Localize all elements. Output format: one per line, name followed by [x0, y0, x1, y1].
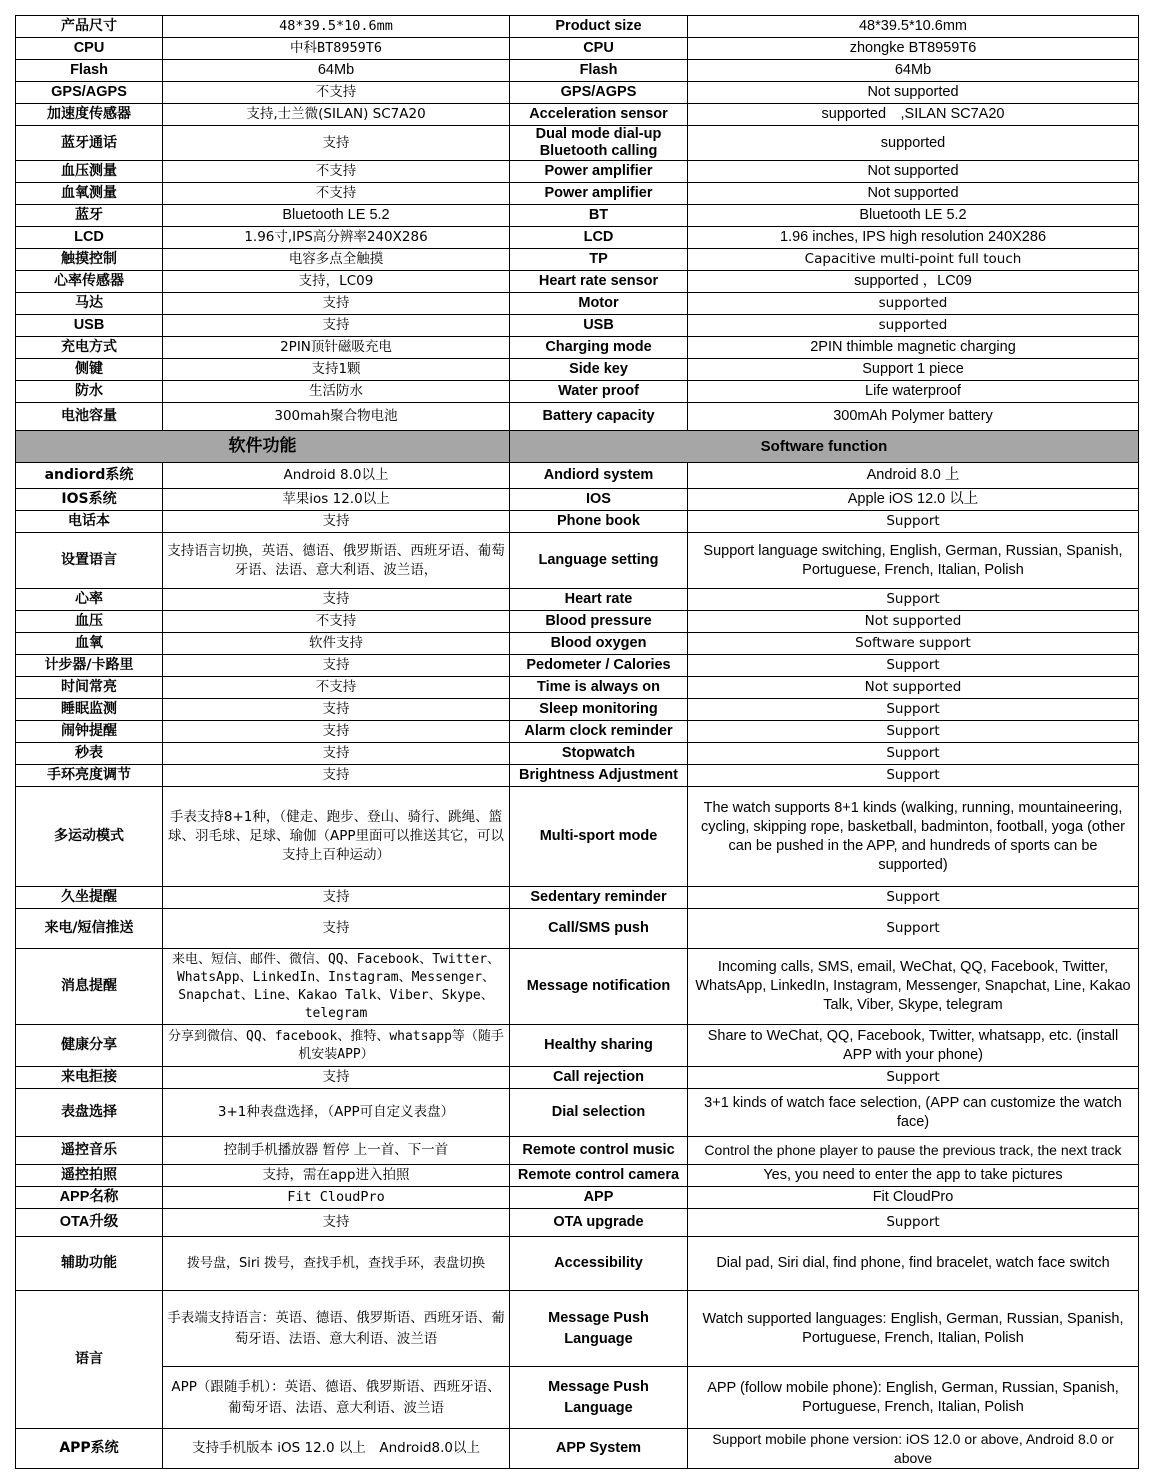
en-value: Not supported	[688, 183, 1139, 205]
en-value: Support	[688, 1067, 1139, 1089]
en-value: Not supported	[688, 611, 1139, 633]
en-value: Support	[688, 511, 1139, 533]
spec-row	[16, 721, 1139, 743]
en-value: Not supported	[688, 82, 1139, 104]
zh-value: 中科BT8959T6	[163, 38, 510, 60]
zh-label: 血氧测量	[16, 183, 163, 205]
en-label: Multi-sport mode	[510, 787, 688, 887]
spec-row	[16, 949, 1139, 1025]
spec-row	[16, 82, 1139, 104]
en-label: Dial selection	[510, 1089, 688, 1137]
zh-value: 支持	[163, 909, 510, 949]
en-label: Dual mode dial-up Bluetooth calling	[510, 126, 688, 161]
en-label: Stopwatch	[510, 743, 688, 765]
zh-value: 不支持	[163, 82, 510, 104]
en-label: Brightness Adjustment	[510, 765, 688, 787]
en-label: TP	[510, 249, 688, 271]
zh-value: 支持，LC09	[163, 271, 510, 293]
zh-label: 充电方式	[16, 337, 163, 359]
spec-row	[16, 1187, 1139, 1209]
zh-label: 电话本	[16, 511, 163, 533]
spec-row	[16, 743, 1139, 765]
spec-row	[16, 1367, 1139, 1429]
en-label: Message Push Language	[510, 1291, 688, 1367]
en-label: Phone book	[510, 511, 688, 533]
zh-value: 300mah聚合物电池	[163, 403, 510, 431]
spec-row	[16, 293, 1139, 315]
zh-value: 支持	[163, 511, 510, 533]
en-value: 3+1 kinds of watch face selection, (APP can customize the watch face)	[688, 1089, 1139, 1137]
en-value: APP (follow mobile phone): English, German, Russian, Spanish, Portuguese, French, Italian, Polish	[688, 1367, 1139, 1429]
zh-value: 支持	[163, 743, 510, 765]
en-label: Motor	[510, 293, 688, 315]
zh-label: 遥控音乐	[16, 1137, 163, 1165]
en-value: Watch supported languages: English, German, Russian, Spanish, Portuguese, French, Italian, Polish	[688, 1291, 1139, 1367]
spec-row	[16, 403, 1139, 431]
zh-value: Android 8.0以上	[163, 463, 510, 489]
zh-label: 消息提醒	[16, 949, 163, 1025]
section-title-zh: 软件功能	[16, 431, 510, 463]
en-label: Power amplifier	[510, 161, 688, 183]
zh-label: 触摸控制	[16, 249, 163, 271]
en-label: Call/SMS push	[510, 909, 688, 949]
spec-row	[16, 271, 1139, 293]
zh-value: 分享到微信、QQ、facebook、推特、whatsapp等（随手机安装APP）	[163, 1025, 510, 1067]
en-value: Control the phone player to pause the previous track, the next track	[688, 1137, 1139, 1165]
zh-value: Bluetooth LE 5.2	[163, 205, 510, 227]
zh-value: 支持	[163, 293, 510, 315]
zh-value: Fit CloudPro	[163, 1187, 510, 1209]
en-label: Power amplifier	[510, 183, 688, 205]
en-value: Life waterproof	[688, 381, 1139, 403]
zh-value: 不支持	[163, 677, 510, 699]
zh-value: 手表支持8+1种，（健走、跑步、登山、骑行、跳绳、篮球、羽毛球、足球、瑜伽（APP里面可以推送其它，可以支持上百种运动）	[163, 787, 510, 887]
spec-row	[16, 1089, 1139, 1137]
en-value: Share to WeChat, QQ, Facebook, Twitter, whatsapp, etc. (install APP with your phone)	[688, 1025, 1139, 1067]
en-label: Acceleration sensor	[510, 104, 688, 126]
spec-row	[16, 489, 1139, 511]
zh-label: 辅助功能	[16, 1237, 163, 1291]
en-label: BT	[510, 205, 688, 227]
zh-label: GPS/AGPS	[16, 82, 163, 104]
zh-label: 闹钟提醒	[16, 721, 163, 743]
en-label: USB	[510, 315, 688, 337]
en-value: supported ，LC09	[688, 271, 1139, 293]
zh-label: 心率	[16, 589, 163, 611]
zh-label: 时间常亮	[16, 677, 163, 699]
spec-row	[16, 1067, 1139, 1089]
en-value: Not supported	[688, 161, 1139, 183]
en-value: 1.96 inches, IPS high resolution 240X286	[688, 227, 1139, 249]
en-label: CPU	[510, 38, 688, 60]
zh-label: APP名称	[16, 1187, 163, 1209]
en-label: Message notification	[510, 949, 688, 1025]
en-label: Call rejection	[510, 1067, 688, 1089]
en-value: Support	[688, 589, 1139, 611]
zh-label: 蓝牙通话	[16, 126, 163, 161]
zh-label: 设置语言	[16, 533, 163, 589]
en-label: Heart rate	[510, 589, 688, 611]
spec-row	[16, 60, 1139, 82]
spec-row	[16, 337, 1139, 359]
en-label: Blood pressure	[510, 611, 688, 633]
en-value: 48*39.5*10.6mm	[688, 16, 1139, 38]
en-value: Support	[688, 909, 1139, 949]
zh-label: 健康分享	[16, 1025, 163, 1067]
zh-label: 血压	[16, 611, 163, 633]
en-label: APP System	[510, 1429, 688, 1469]
en-label: Water proof	[510, 381, 688, 403]
en-value: Support mobile phone version: iOS 12.0 or above, Android 8.0 or above	[688, 1429, 1139, 1469]
spec-row	[16, 463, 1139, 489]
spec-row	[16, 765, 1139, 787]
en-value: supported ,SILAN SC7A20	[688, 104, 1139, 126]
spec-row	[16, 249, 1139, 271]
en-label: Accessibility	[510, 1237, 688, 1291]
zh-value: 支持1颗	[163, 359, 510, 381]
spec-row	[16, 787, 1139, 887]
en-label: Side key	[510, 359, 688, 381]
spec-row	[16, 183, 1139, 205]
zh-label: 久坐提醒	[16, 887, 163, 909]
zh-value: 48*39.5*10.6mm	[163, 16, 510, 38]
spec-row	[16, 1165, 1139, 1187]
spec-row	[16, 1137, 1139, 1165]
spec-row	[16, 1025, 1139, 1067]
en-value: supported	[688, 293, 1139, 315]
zh-label: LCD	[16, 227, 163, 249]
zh-value: 支持	[163, 699, 510, 721]
spec-row	[16, 161, 1139, 183]
en-value: Dial pad, Siri dial, find phone, find bracelet, watch face switch	[688, 1237, 1139, 1291]
zh-label: IOS系统	[16, 489, 163, 511]
en-label: Remote control camera	[510, 1165, 688, 1187]
zh-label: USB	[16, 315, 163, 337]
zh-value: 支持	[163, 765, 510, 787]
zh-value: 支持	[163, 1209, 510, 1237]
zh-label: 蓝牙	[16, 205, 163, 227]
spec-row	[16, 677, 1139, 699]
zh-value: 支持	[163, 315, 510, 337]
zh-value: 支持,士兰微(SILAN) SC7A20	[163, 104, 510, 126]
zh-label: 侧键	[16, 359, 163, 381]
zh-label: 睡眠监测	[16, 699, 163, 721]
en-label: IOS	[510, 489, 688, 511]
zh-value: 电容多点全触摸	[163, 249, 510, 271]
en-label: Healthy sharing	[510, 1025, 688, 1067]
zh-value: 支持，需在app进入拍照	[163, 1165, 510, 1187]
en-label: APP	[510, 1187, 688, 1209]
zh-value: 不支持	[163, 611, 510, 633]
en-label: Pedometer / Calories	[510, 655, 688, 677]
zh-label: 来电/短信推送	[16, 909, 163, 949]
en-value: Incoming calls, SMS, email, WeChat, QQ, Facebook, Twitter, WhatsApp, LinkedIn, Instagram, Messenger, Snapchat, Line, Kakao Talk, Viber, Skype, telegram	[688, 949, 1139, 1025]
en-label: Blood oxygen	[510, 633, 688, 655]
en-value: Support	[688, 1209, 1139, 1237]
spec-row	[16, 381, 1139, 403]
spec-row	[16, 359, 1139, 381]
zh-value: APP（跟随手机）：英语、德语、俄罗斯语、西班牙语、葡萄牙语、法语、意大利语、波兰语	[163, 1367, 510, 1429]
zh-label: 防水	[16, 381, 163, 403]
en-label: LCD	[510, 227, 688, 249]
zh-label: 产品尺寸	[16, 16, 163, 38]
en-value: Support	[688, 721, 1139, 743]
en-label: Language setting	[510, 533, 688, 589]
en-value: supported	[688, 126, 1139, 161]
en-label: OTA upgrade	[510, 1209, 688, 1237]
en-label: Remote control music	[510, 1137, 688, 1165]
spec-row	[16, 227, 1139, 249]
en-label: Sedentary reminder	[510, 887, 688, 909]
spec-row	[16, 511, 1139, 533]
spec-row	[16, 655, 1139, 677]
zh-value: 软件支持	[163, 633, 510, 655]
zh-label: 手环亮度调节	[16, 765, 163, 787]
en-value: Not supported	[688, 677, 1139, 699]
zh-value: 不支持	[163, 183, 510, 205]
en-value: Support	[688, 887, 1139, 909]
zh-label: APP系统	[16, 1429, 163, 1469]
zh-value: 生活防水	[163, 381, 510, 403]
zh-label: andiord系统	[16, 463, 163, 489]
en-label: Message Push Language	[510, 1367, 688, 1429]
zh-label: 多运动模式	[16, 787, 163, 887]
en-value: Apple iOS 12.0 以上	[688, 489, 1139, 511]
spec-row	[16, 633, 1139, 655]
en-value: Bluetooth LE 5.2	[688, 205, 1139, 227]
zh-value: 1.96寸,IPS高分辨率240X286	[163, 227, 510, 249]
zh-value: 支持	[163, 721, 510, 743]
zh-value: 支持手机版本 iOS 12.0 以上 Android8.0以上	[163, 1429, 510, 1469]
en-value: Support	[688, 655, 1139, 677]
spec-row	[16, 533, 1139, 589]
zh-label: Flash	[16, 60, 163, 82]
zh-label: 来电拒接	[16, 1067, 163, 1089]
spec-row	[16, 1429, 1139, 1469]
zh-value: 支持	[163, 887, 510, 909]
en-label: Alarm clock reminder	[510, 721, 688, 743]
en-label: Product size	[510, 16, 688, 38]
section-header-row	[16, 431, 1139, 463]
zh-label: 加速度传感器	[16, 104, 163, 126]
zh-label: 电池容量	[16, 403, 163, 431]
en-value: Yes, you need to enter the app to take pictures	[688, 1165, 1139, 1187]
zh-value: 手表端支持语言：英语、德语、俄罗斯语、西班牙语、葡萄牙语、法语、意大利语、波兰语	[163, 1291, 510, 1367]
spec-row	[16, 16, 1139, 38]
en-value: Software support	[688, 633, 1139, 655]
en-label: Heart rate sensor	[510, 271, 688, 293]
zh-value: 拨号盘，Siri 拨号，查找手机，查找手环，表盘切换	[163, 1237, 510, 1291]
en-label: Battery capacity	[510, 403, 688, 431]
zh-label: 血氧	[16, 633, 163, 655]
en-value: Fit CloudPro	[688, 1187, 1139, 1209]
en-value: Support	[688, 765, 1139, 787]
spec-row	[16, 126, 1139, 161]
en-value: Support language switching, English, German, Russian, Spanish, Portuguese, French, Italian, Polish	[688, 533, 1139, 589]
spec-row	[16, 611, 1139, 633]
en-label: Andiord system	[510, 463, 688, 489]
en-value: Android 8.0 上	[688, 463, 1139, 489]
spec-row	[16, 205, 1139, 227]
en-label: Sleep monitoring	[510, 699, 688, 721]
zh-label: 马达	[16, 293, 163, 315]
spec-row	[16, 38, 1139, 60]
spec-row	[16, 699, 1139, 721]
spec-row	[16, 589, 1139, 611]
spec-row	[16, 1237, 1139, 1291]
zh-value: 支持	[163, 1067, 510, 1089]
en-value: 300mAh Polymer battery	[688, 403, 1139, 431]
spec-row	[16, 1209, 1139, 1237]
zh-value: 3+1种表盘选择，（APP可自定义表盘）	[163, 1089, 510, 1137]
zh-value: 64Mb	[163, 60, 510, 82]
spec-row	[16, 104, 1139, 126]
zh-label: 心率传感器	[16, 271, 163, 293]
section-title-en: Software function	[510, 431, 1139, 463]
spec-row	[16, 909, 1139, 949]
zh-value: 控制手机播放器 暂停 上一首、下一首	[163, 1137, 510, 1165]
zh-label: OTA升级	[16, 1209, 163, 1237]
zh-value: 支持	[163, 126, 510, 161]
zh-value: 不支持	[163, 161, 510, 183]
zh-value: 苹果ios 12.0以上	[163, 489, 510, 511]
en-value: zhongke BT8959T6	[688, 38, 1139, 60]
zh-label: 语言	[16, 1291, 163, 1429]
zh-value: 2PIN顶针磁吸充电	[163, 337, 510, 359]
en-label: Time is always on	[510, 677, 688, 699]
en-value: supported	[688, 315, 1139, 337]
zh-label: 表盘选择	[16, 1089, 163, 1137]
zh-value: 支持语言切换，英语、德语、俄罗斯语、西班牙语、葡萄牙语、法语、意大利语、波兰语，	[163, 533, 510, 589]
spec-row	[16, 887, 1139, 909]
spec-row	[16, 1291, 1139, 1367]
zh-value: 支持	[163, 655, 510, 677]
zh-label: 遥控拍照	[16, 1165, 163, 1187]
en-value: Support	[688, 699, 1139, 721]
en-label: Charging mode	[510, 337, 688, 359]
en-value: Capacitive multi-point full touch	[688, 249, 1139, 271]
en-value: 2PIN thimble magnetic charging	[688, 337, 1139, 359]
en-value: Support 1 piece	[688, 359, 1139, 381]
en-value: The watch supports 8+1 kinds (walking, running, mountaineering, cycling, skipping rope, basketball, badminton, football, yoga (other can be pushed in the APP, and hundreds of sports can be supported)	[688, 787, 1139, 887]
zh-value: 支持	[163, 589, 510, 611]
zh-label: 计步器/卡路里	[16, 655, 163, 677]
zh-label: 秒表	[16, 743, 163, 765]
zh-label: CPU	[16, 38, 163, 60]
zh-label: 血压测量	[16, 161, 163, 183]
en-label: GPS/AGPS	[510, 82, 688, 104]
en-value: 64Mb	[688, 60, 1139, 82]
en-label: Flash	[510, 60, 688, 82]
en-value: Support	[688, 743, 1139, 765]
zh-value: 来电、短信、邮件、微信、QQ、Facebook、Twitter、WhatsApp、LinkedIn、Instagram、Messenger、Snapchat、Line、Kakao Talk、Viber、Skype、telegram	[163, 949, 510, 1025]
spec-row	[16, 315, 1139, 337]
spec-table	[15, 15, 1139, 1469]
